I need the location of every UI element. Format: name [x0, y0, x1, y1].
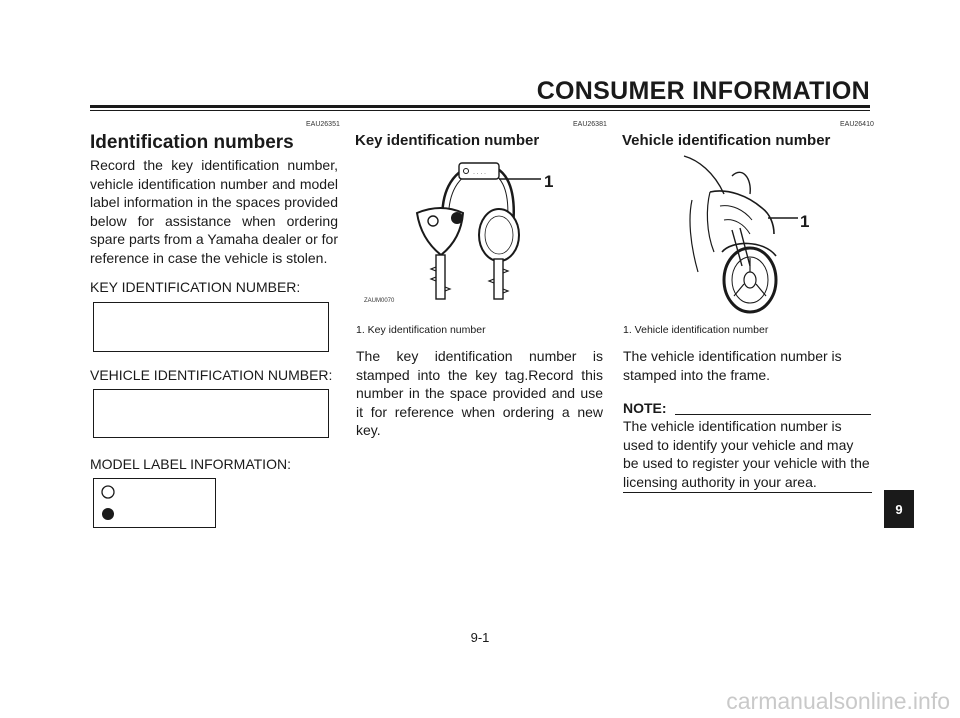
key-id-field-box	[93, 302, 329, 352]
section-code: EAU26381	[573, 121, 607, 128]
header-rule	[90, 105, 870, 108]
section-title: Vehicle identification number	[622, 132, 831, 149]
key-illustration	[395, 155, 595, 305]
vehicle-body: The vehicle identification number is stamped into the frame.	[623, 348, 842, 383]
section-code: EAU26351	[306, 121, 340, 128]
figure-caption: 1. Key identification number	[356, 324, 486, 336]
section-code: EAU26410	[840, 121, 874, 128]
chapter-tab: 9	[884, 490, 914, 528]
identification-section	[90, 132, 338, 267]
vehicle-id-label: VEHICLE IDENTIFICATION NUMBER:	[90, 367, 333, 383]
note-body: The vehicle identification number is used to identify your vehicle and may be used to register your vehicle with the licensing authority in your area.	[623, 418, 870, 490]
model-label-info-label: MODEL LABEL INFORMATION:	[90, 456, 291, 472]
page-header-title: CONSUMER INFORMATION	[536, 77, 870, 105]
vehicle-callout-number: 1	[800, 212, 810, 231]
vehicle-id-field-box	[93, 389, 329, 438]
figure-code: ZAUM0070	[364, 298, 395, 304]
header-rule-thin	[90, 110, 870, 111]
scooter-illustration	[670, 148, 830, 316]
key-callout-number: 1	[544, 172, 554, 191]
section-title: Key identification number	[355, 132, 540, 149]
key-body: The key identification number is stamped into the key tag.Record this number in the space provided and use it for reference when ordering a new key.	[356, 348, 603, 438]
filled-circle-icon	[102, 508, 114, 520]
key-section	[355, 132, 605, 150]
note-label: NOTE:	[623, 400, 667, 416]
note-rule-top	[675, 414, 871, 415]
svg-text:· · · ·: · · · ·	[473, 171, 486, 177]
model-label-box	[93, 478, 216, 528]
hollow-circle-icon	[102, 486, 114, 498]
model-label-markers	[93, 478, 216, 528]
section-title: Identification numbers	[90, 132, 294, 153]
page-number: 9-1	[470, 630, 490, 645]
section-body: Record the key identification number, vehicle identification number and model label information in the spaces provided below for assistance when ordering spare parts from a Yamaha dealer or for reference in case the vehicle is stolen.	[90, 157, 338, 266]
watermark-text: carmanualsonline.info	[726, 688, 950, 714]
key-id-label: KEY IDENTIFICATION NUMBER:	[90, 279, 301, 295]
figure-caption: 1. Vehicle identification number	[623, 324, 769, 336]
note-rule-bottom	[623, 492, 872, 493]
